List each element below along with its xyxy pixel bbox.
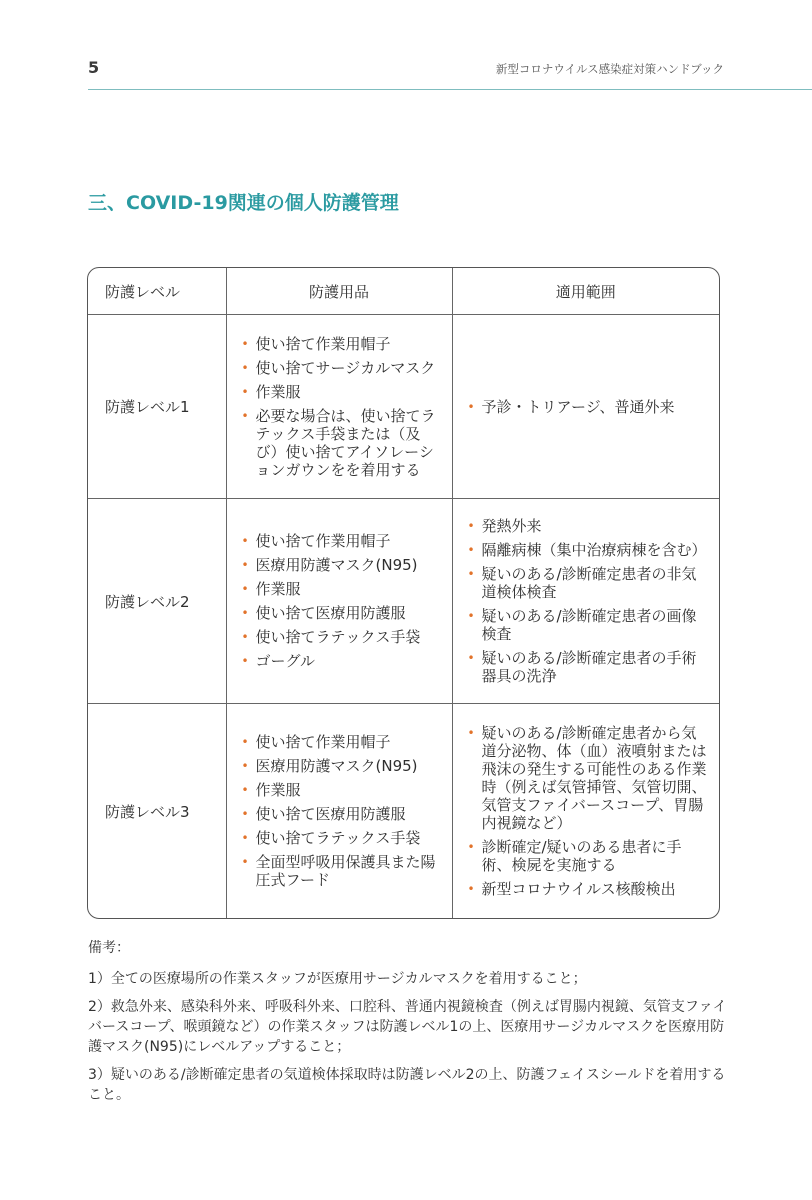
list-item: • 作業服 (241, 580, 440, 598)
equipment-cell (226, 704, 452, 919)
scope-cell (452, 704, 719, 919)
list-item: • 疑いのある/診断確定患者の画像検査 (467, 607, 708, 643)
note-item: 1）全ての医療場所の作業スタッフが医療用サージカルマスクを着用すること； (88, 971, 587, 987)
list-item: • 使い捨て作業用帽子 (241, 532, 440, 550)
list-item: • 発熱外来 (467, 517, 708, 535)
scope-cell (452, 315, 719, 499)
level-name: 防護レベル2 (88, 499, 226, 704)
protection-level-table (87, 267, 720, 919)
list-item: • 必要な場合は、使い捨てラテックス手袋または（及び）使い捨てアイソレーションガウンをを着用する (241, 407, 440, 479)
list-item: • 使い捨てラテックス手袋 (241, 628, 440, 646)
list-item: • 全面型呼吸用保護具また陽圧式フード (241, 853, 440, 889)
level-name: 防護レベル3 (88, 704, 226, 919)
scope-list (467, 398, 708, 416)
page-number: 5 (88, 58, 100, 77)
list-item: • 予診・トリアージ、普通外来 (467, 398, 708, 416)
table-header-row (88, 268, 719, 315)
level-name: 防護レベル1 (88, 315, 226, 499)
notes (88, 938, 728, 1113)
list-item: • 疑いのある/診断確定患者の手術器具の洗浄 (467, 649, 708, 685)
header-equipment: 防護用品 (226, 268, 452, 315)
scope-cell (452, 499, 719, 704)
table-row (88, 499, 719, 704)
scope-list (467, 517, 708, 685)
table (88, 268, 719, 918)
list-item: • 医療用防護マスク(N95) (241, 757, 440, 775)
list-item: • 疑いのある/診断確定患者の非気道検体検査 (467, 565, 708, 601)
list-item: • 使い捨て作業用帽子 (241, 335, 440, 353)
list-item: • 使い捨てサージカルマスク (241, 359, 440, 377)
equipment-cell (226, 499, 452, 704)
running-title: 新型コロナウイルス感染症対策ハンドブック (495, 62, 724, 76)
list-item: • 診断確定/疑いのある患者に手術、検屍を実施する (467, 838, 708, 874)
header-level: 防護レベル (88, 268, 226, 315)
list-item: • 使い捨て医療用防護服 (241, 805, 440, 823)
table-row (88, 315, 719, 499)
list-item: • ゴーグル (241, 652, 440, 670)
list-item: • 作業服 (241, 383, 440, 401)
equipment-list (241, 335, 440, 479)
equipment-cell (226, 315, 452, 499)
list-item: • 疑いのある/診断確定患者から気道分泌物、体（血）液噴射または飛沫の発生する可能性のある作業時（例えば気管挿管、気管切開、気管支ファイバースコープ、胃腸内視鏡など） (467, 724, 708, 832)
table-row (88, 704, 719, 919)
section-title: 三、COVID-19関連の個人防護管理 (88, 192, 399, 214)
list-item: • 作業服 (241, 781, 440, 799)
list-item: • 新型コロナウイルス核酸検出 (467, 880, 708, 898)
equipment-list (241, 733, 440, 889)
list-item: • 隔離病棟（集中治療病棟を含む） (467, 541, 708, 559)
note-item: 2）救急外来、感染科外来、呼吸科外来、口腔科、普通内視鏡検査（例えば胃腸内視鏡、気管支ファイバースコープ、喉頭鏡など）の作業スタッフは防護レベル1の上、医療用サージカルマスクを医療用防護マスク(N95)にレベルアップすること； (88, 999, 727, 1055)
equipment-list (241, 532, 440, 670)
list-item: • 使い捨て医療用防護服 (241, 604, 440, 622)
header-scope: 適用範囲 (452, 268, 719, 315)
note-item: 3）疑いのある/診断確定患者の気道検体採取時は防護レベル2の上、防護フェイスシールドを着用すること。 (88, 1067, 726, 1103)
list-item: • 医療用防護マスク(N95) (241, 556, 440, 574)
list-item: • 使い捨てラテックス手袋 (241, 829, 440, 847)
list-item: • 使い捨て作業用帽子 (241, 733, 440, 751)
notes-heading: 備考： (88, 940, 130, 956)
scope-list (467, 724, 708, 898)
header-rule (88, 89, 812, 90)
